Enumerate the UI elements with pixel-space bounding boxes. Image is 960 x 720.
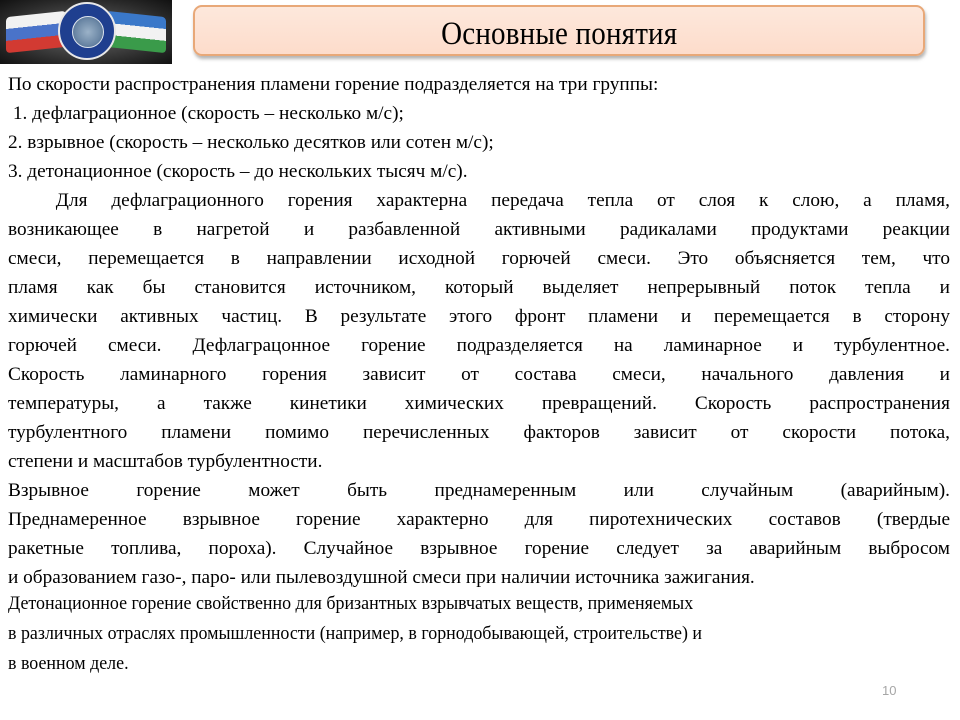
- explosive-line-4: и образованием газо-, паро- или пылевоздушной смеси при наличии источника зажигания.: [8, 567, 755, 588]
- university-logo: [0, 0, 172, 64]
- emblem-center-icon: [72, 16, 104, 48]
- explosive-line-2: Преднамеренное взрывное горение характерно для пиротехнических составов (твердые: [8, 509, 950, 530]
- detonation-line-3: в военном деле.: [8, 653, 129, 674]
- deflagration-line-7: Скорость ламинарного горения зависит от состава смеси, начального давления и: [8, 364, 950, 385]
- slide-body: [8, 70, 950, 592]
- group-item-2: 2. взрывное (скорость – несколько десятков или сотен м/с);: [8, 132, 494, 153]
- explosive-line-1: Взрывное горение может быть преднамеренным или случайным (аварийным).: [8, 480, 950, 501]
- deflagration-line-3: смеси, перемещается в направлении исходной горючей смеси. Это объясняется тем, что: [8, 248, 950, 269]
- explosive-line-3: ракетные топлива, пороха). Случайное взрывное горение следует за аварийным выбросом: [8, 538, 950, 559]
- deflagration-line-8: температуры, а также кинетики химических превращений. Скорость распространения: [8, 393, 950, 414]
- detonation-line-1: Детонационное горение свойственно для бризантных взрывчатых веществ, применяемых: [8, 593, 694, 614]
- group-item-3: 3. детонационное (скорость – до нескольких тысяч м/с).: [8, 161, 468, 182]
- group-item-1: 1. дефлаграционное (скорость – несколько м/с);: [8, 103, 404, 124]
- deflagration-line-10: степени и масштабов турбулентности.: [8, 451, 323, 472]
- deflagration-line-6: горючей смеси. Дефлаграцонное горение подразделяется на ламинарное и турбулентное.: [8, 335, 950, 356]
- title-banner: [193, 5, 925, 56]
- deflagration-line-2: возникающее в нагретой и разбавленной активными радикалами продуктами реакции: [8, 219, 950, 240]
- intro-text: По скорости распространения пламени горение подразделяется на три группы:: [8, 74, 659, 95]
- page-number: 10: [882, 683, 897, 698]
- russia-flag-icon: [6, 11, 66, 53]
- slide-title: Основные понятия: [440, 15, 678, 52]
- detonation-paragraph: [8, 589, 950, 679]
- deflagration-line-9: турбулентного пламени помимо перечисленных факторов зависит от скорости потока,: [8, 422, 950, 443]
- detonation-line-2: в различных отраслях промышленности (например, в горнодобывающей, строительстве) и: [8, 623, 703, 644]
- deflagration-line-1: Для дефлаграционного горения характерна передача тепла от слоя к слою, а пламя,: [8, 190, 950, 211]
- deflagration-line-4: пламя как бы становится источником, который выделяет непрерывный поток тепла и: [8, 277, 950, 298]
- emblem-icon: [58, 2, 116, 60]
- deflagration-line-5: химически активных частиц. В результате этого фронт пламени и перемещается в сторону: [8, 306, 950, 327]
